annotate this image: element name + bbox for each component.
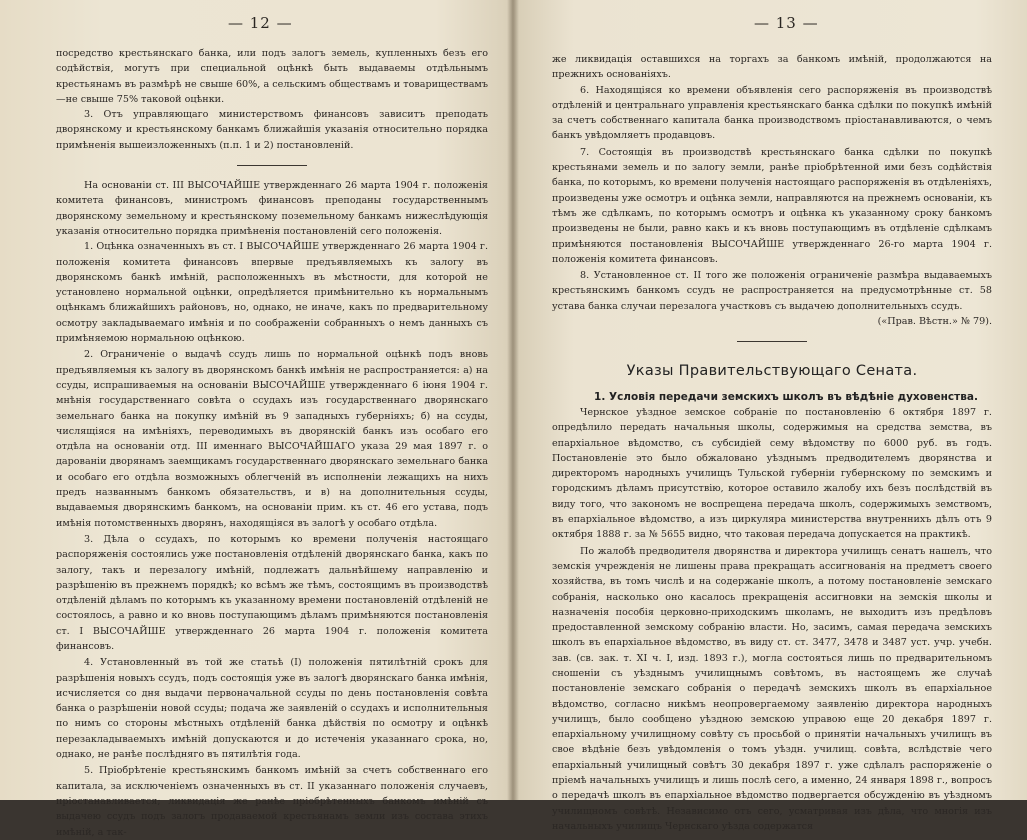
paragraph: 4. Установленный въ той же статьѣ (I) положенія пятилѣтній срокъ для разрѣшенія новыхъ ссудъ, подъ состоящія уже въ залогѣ дворянскаго банка имѣнія, исчисляется со дня выдачи первоначальной ссуды по день постановленія совѣта банка о разрѣшеніи новой ссуды; подача же заявленій о ссудахъ и исполнительныя по нимъ со стороны мѣстныхъ отдѣленій банка дѣйствія по осмотру и оцѣнкѣ перезакладываемыхъ имѣній допускаются и до истеченія указаннаго срока, но, однако, не ранѣе послѣдняго въ пятилѣтія года. — [56, 657, 488, 761]
paragraph: же ликвидація оставшихся на торгахъ за банкомъ имѣній, продолжаются на прежнихъ основаніяхъ. — [552, 54, 992, 81]
paragraph: 7. Состоящія въ производствѣ крестьянскаго банка сдѣлки по покупкѣ крестьянами земель и по залогу земли, ранѣе пріобрѣтенной ими безъ содѣйствія банка, по которымъ, ко времени полученія настоящаго распоряженія въ отдѣленіяхъ, произведены уже осмотръ и оцѣнка земли, направляются на прежнемъ основаніи, къ тѣмъ же сдѣлкамъ, по которымъ осмотръ и оцѣнка къ указанному сроку банкомъ произведены не были, равно какъ и къ вновь поступающимъ въ отдѣленіе сдѣлкамъ примѣняются постановленія ВЫСОЧАЙШЕ утвержденнаго 26-го марта 1904 г. положенія комитета финансовъ. — [552, 146, 992, 265]
paragraph: 6. Находящіяся ко времени объявленія сего распоряженія въ производствѣ отдѣленій и центральнаго управленія крестьянскаго банка сдѣлки по покупкѣ имѣній за счетъ собственнаго капитала банка производствомъ пріостанавливаются, о чемъ банкъ увѣдомляетъ продавцовъ. — [552, 84, 992, 142]
paragraph: На основаніи ст. III ВЫСОЧАЙШЕ утвержденнаго 26 марта 1904 г. положенія комитета финансовъ, министромъ финансовъ преподаны государственнымъ дворянскому земельному и крестьянскому поземельному банкамъ нижеслѣдующія указанія относительно порядка примѣненія постановленій сего положенія. — [56, 180, 488, 237]
source-note: («Прав. Вѣстн.» № 79). — [877, 316, 992, 328]
paragraph: По жалобѣ предводителя дворянства и директора училищъ сенатъ нашелъ, что земскія учрежденія не лишены права прекращать ассигнованія на предметъ своего хозяйства, въ томъ числѣ и на содержаніе школъ, а потому постановленіе земскаго собранія, насколько оно касалось прекращенія ассигновки на земскія школы и назначенія пособія церковно-приходскимъ школамъ, не выходитъ изъ предѣловъ предоставленной земскому собранію власти. Но, засимъ, самая передача земскихъ школъ въ епархіальное вѣдомство, въ виду ст. ст. 3477, 3478 и 3487 уст. учр. учебн. зав. (св. зак. т. XI ч. I, изд. 1893 г.), могла состояться лишь по предварительномъ сношеніи съ уѣзднымъ училищнымъ совѣтомъ, въ настоящемъ же случаѣ постановленіе земскаго собранія о передачѣ земскихъ школъ въ епархіальное вѣдомство, согласно никѣмъ неопровергаемому заявленію директора народныхъ училищъ, было сообщено уѣздною земскою управою еще 20 декабря 1897 г. епархіальному училищному совѣту съ просьбой о принятіи начальныхъ училищъ въ свое вѣдѣніе безъ увѣдомленія о томъ уѣздн. училищ. совѣта, вслѣдствіе чего епархіальный училищный совѣтъ 30 декабря 1897 г. уже сдѣлалъ распоряженіе о пріемѣ начальныхъ училищъ и лишь послѣ сего, а именно, 24 января 1898 г., вопросъ о передачѣ школъ въ епархіальное вѣдомство подвергается обсужденію въ уѣздномъ училищномъ совѣтѣ. Независимо отъ сего, усматривая изъ дѣла, что многія изъ начальныхъ училищъ Чернскаго уѣзда содержатся — [552, 545, 992, 832]
left-text-column — [56, 46, 488, 840]
section-divider — [237, 165, 307, 166]
page-number-right: — 13 — — [754, 14, 819, 32]
page-number-left: — 12 — — [228, 14, 293, 32]
section-heading: Указы Правительствующаго Сената. — [626, 363, 918, 380]
paragraph: 8. Установленное ст. II того же положенія ограниченіе размѣра выдаваемыхъ крестьянскимъ банкомъ ссудъ не распространяется на предусмотрѣнные ст. 58 устава банка случаи перезалога участковъ съ выдачею дополнительныхъ ссудъ. — [552, 270, 992, 312]
paragraph: посредство крестьянскаго банка, или подъ залогъ земель, купленныхъ безъ его содѣйствія, могутъ при специальной оцѣнкѣ быть выдаваемы отдѣльнымъ крестьянамъ въ размѣрѣ не свыше 60%, а сельскимъ обществамъ и товариществамъ—не свыше 75% таковой оцѣнки. — [56, 48, 488, 105]
paragraph: 3. Отъ управляющаго министерствомъ финансовъ зависитъ преподать дворянскому и крестьянскому банкамъ ближайшія указанія относительно порядка примѣненія вышеизложенныхъ (п.п. 1 и 2) постановленій. — [56, 109, 488, 151]
paragraph: Чернское уѣздное земское собраніе по постановленію 6 октября 1897 г. опредѣлило передать начальныя школы, содержимыя на средства земства, въ епархіальное вѣдомство, съ субсидіей сему вѣдомству по 6000 руб. въ годъ. Постановленіе это было обжаловано уѣзднымъ предводителемъ дворянства и директоромъ народныхъ училищъ Тульской губерніи губернскому по земскимъ и городскимъ дѣламъ присутствію, которое оставило жалобу ихъ безъ послѣдствій въ виду того, что закономъ не воспрещена передача школъ, содержимыхъ земствомъ, въ епархіальное вѣдомство, а изъ циркуляра министерства внутреннихъ дѣлъ отъ 9 октября 1888 г. за № 5655 видно, что таковая передача допускается на практикѣ. — [552, 406, 992, 541]
book-gutter — [507, 0, 519, 800]
paragraph: 3. Дѣла о ссудахъ, по которымъ ко времени полученія настоящаго распоряженія состоялись уже постановленія отдѣленій дворянскаго банка, какъ по залогу, такъ и перезалогу имѣній, подлежатъ дальнѣйшему направленію и разрѣшенію въ прежнемъ порядкѣ; ко всѣмъ же тѣмъ, состоящимъ въ производствѣ отдѣленій дѣламъ по которымъ къ указанному времени постановленій отдѣленій не состоялось, а равно и ко вновь поступающимъ дѣламъ примѣняются постановленія ст. I ВЫСОЧАЙШЕ утвержденнаго 26 марта 1904 г. положенія комитета финансовъ. — [56, 533, 488, 652]
right-text-column — [552, 52, 992, 834]
paragraph: 5. Пріобрѣтеніе крестьянскимъ банкомъ имѣній за счетъ собственнаго его капитала, за исключеніемъ означенныхъ въ ст. II указаннаго положенія случаевъ, пріостанавливается; ликвидація же ранѣе пріобрѣтенныхъ банкомъ имѣній съ выдачею ссудъ подъ залогъ продаваемой крестьянамъ земли изъ состава этихъ имѣній, а так- — [56, 765, 488, 838]
right-page — [512, 0, 1027, 832]
paragraph: 1. Оцѣнка означенныхъ въ ст. I ВЫСОЧАЙШЕ утвержденнаго 26 марта 1904 г. положенія комитета финансовъ впервые предъявляемыхъ къ залогу въ дворянскомъ банкѣ имѣній, расположенныхъ въ мѣстности, для которой не установлено нормальной оцѣнки, опредѣляется примѣнительно къ нормальнымъ оцѣнкамъ ближайшихъ районовъ, но, однако, не иначе, какъ по предварительному осмотру закладываемаго имѣнія и по соображеніи собранныхъ о немъ данныхъ съ примѣняемою нормальною оцѣнкою. — [56, 241, 488, 345]
section-divider — [737, 341, 807, 342]
subheading: 1. Условія передачи земскихъ школъ въ вѣдѣніе духовенства. — [594, 390, 978, 403]
paragraph: 2. Ограниченіе о выдачѣ ссудъ лишь по нормальной оцѣнкѣ подъ вновь предъявляемыя къ залогу въ дворянскомъ банкѣ имѣнія не распространяется: а) на ссуды, испрашиваемыя на основаніи ВЫСОЧАЙШЕ утвержденнаго 6 іюня 1904 г. мнѣнія государственнаго совѣта о ссудахъ изъ государственнаго дворянскаго земельнаго банка на покупку имѣній въ 9 западныхъ губерніяхъ; б) на ссуды, числящіяся на имѣніяхъ, переводимыхъ въ дворянскій банкъ изъ особаго его отдѣла на основаніи отд. III именнаго ВЫСОЧАЙШАГО указа 29 мая 1897 г. о дарованіи дворянамъ заемщикамъ государственнаго дворянскаго земельнаго банка и особаго его отдѣла возможныхъ облегченій въ исполненіи лежащихъ на нихъ предъ названнымъ банкомъ обязательствъ, и в) на дополнительныя ссуды, выдаваемыя дворянскимъ банкомъ, на основаніи прим. къ ст. 46 его устава, подъ имѣнія потомственныхъ дворянъ, находящіяся въ залогѣ у особаго отдѣла. — [56, 349, 488, 529]
left-page — [0, 0, 512, 838]
